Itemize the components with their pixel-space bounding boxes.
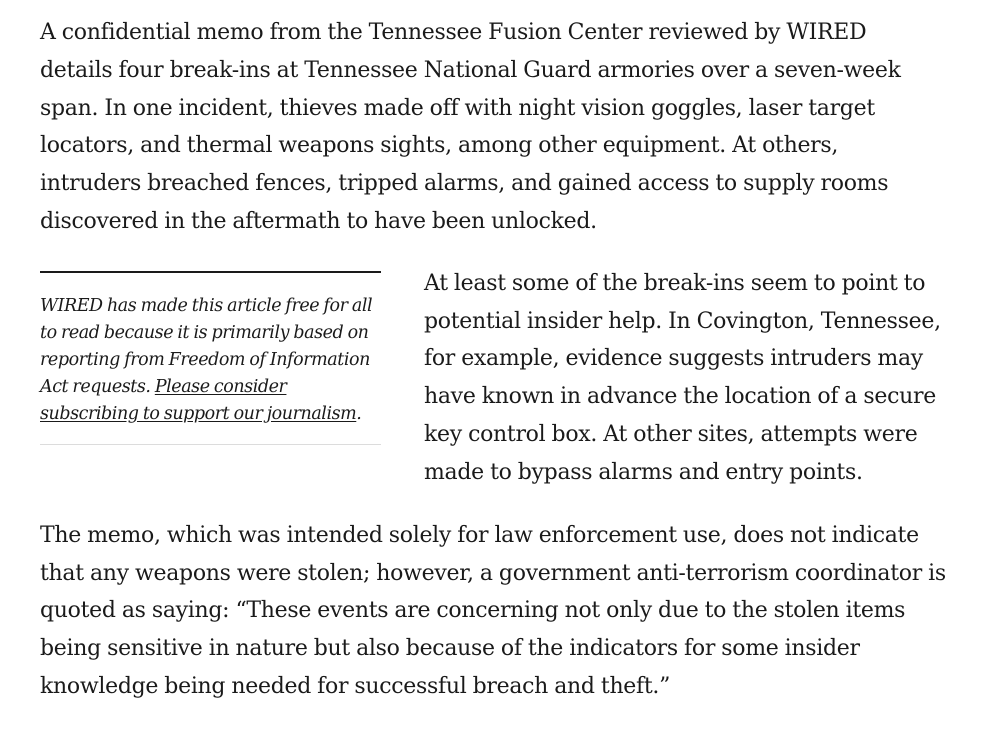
- paragraph-2: At least some of the break-ins seem to point to potential insider help. In Covington, Tennessee, for example, evidence suggests intruders may have known in advance the location of a secure key control box. At other sites, attempts were made to bypass alarms and entry points.: [424, 270, 941, 485]
- article-body: [40, 14, 960, 706]
- subscription-note-period: .: [356, 403, 362, 424]
- paragraph-1: A confidential memo from the Tennessee Fusion Center reviewed by WIRED details four break-ins at Tennessee National Guard armories over a seven-week span. In one incident, thieves made off with night vision goggles, laser target locators, and thermal weapons sights, among other equipment. At others, intruders breached fences, tripped alarms, and gained access to supply rooms discovered in the aftermath to have been unlocked.: [40, 20, 901, 234]
- subscribe-link[interactable]: Please consider subscribing to support our journalism: [40, 376, 357, 424]
- subscription-note-text: [40, 293, 381, 428]
- subscription-note: [40, 271, 381, 445]
- subscription-note-body: WIRED has made this article free for all to read because it is primarily based on reporting from Freedom of Information Act requests.: [40, 295, 373, 397]
- paragraph-3: The memo, which was intended solely for law enforcement use, does not indicate that any weapons were stolen; however, a government anti-terrorism coordinator is quoted as saying: “These events are concerning not only due to the stolen items being sensitive in nature but also because of the indicators for some insider knowledge being needed for successful breach and theft.”: [40, 522, 946, 699]
- sidebar-row: [40, 269, 960, 509]
